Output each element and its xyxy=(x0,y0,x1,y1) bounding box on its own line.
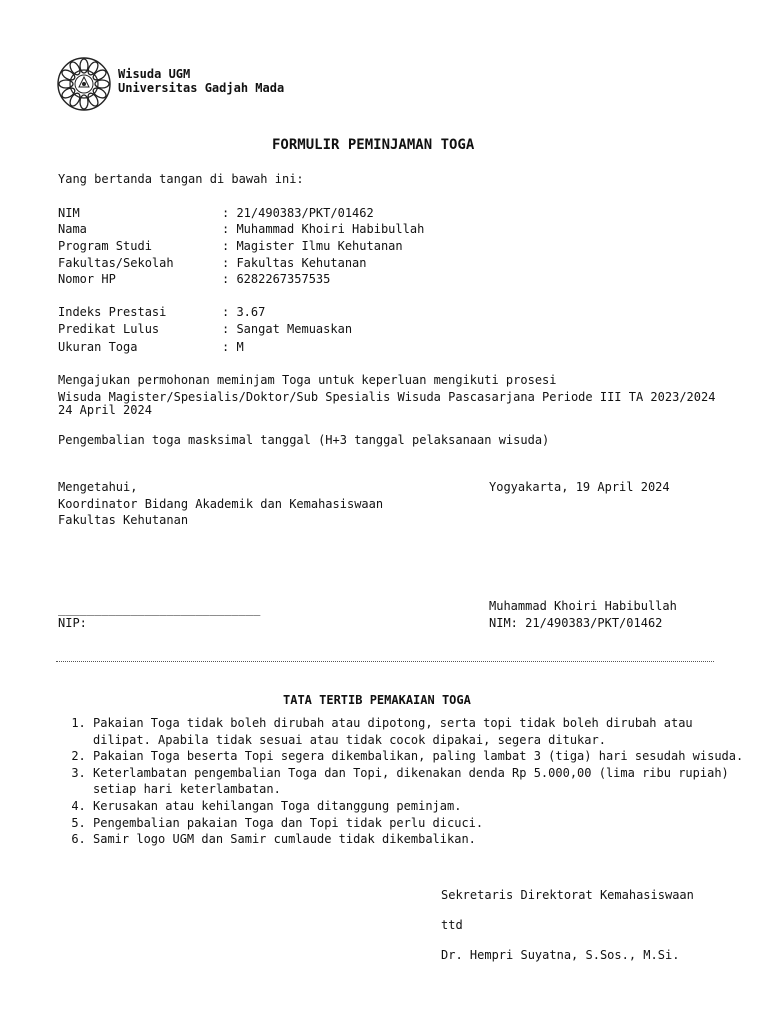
field-label: Fakultas/Sekolah xyxy=(58,256,174,270)
rules-title: TATA TERTIB PEMAKAIAN TOGA xyxy=(283,693,471,707)
field-label: Nama xyxy=(58,222,87,236)
field-label: Indeks Prestasi xyxy=(58,305,167,319)
field-value: : Sangat Memuaskan xyxy=(222,322,353,336)
ugm-seal-icon xyxy=(56,56,112,112)
request-line-2: Wisuda Magister/Spesialis/Doktor/Sub Spesialis Wisuda Pascasarjana Periode III TA 2023/2024 xyxy=(58,390,716,404)
list-item: 3. Keterlambatan pengembalian Toga dan Topi, dikenakan denda Rp 5.000,00 (lima ribu rupiah) setiap hari keterlambatan. xyxy=(93,765,753,798)
approval-role: Koordinator Bidang Akademik dan Kemahasiswaan xyxy=(58,497,384,511)
signature-line: ____________________________ xyxy=(58,602,261,616)
secretary-name: Dr. Hempri Suyatna, S.Sos., M.Si. xyxy=(441,948,680,962)
nip-label: NIP: xyxy=(58,616,87,630)
list-item: 6. Samir logo UGM dan Samir cumlaude tidak dikembalikan. xyxy=(93,831,753,848)
field-value: : 3.67 xyxy=(222,305,266,319)
list-item: 5. Pengembalian pakaian Toga dan Topi tidak perlu dicuci. xyxy=(93,815,753,832)
rules-list xyxy=(58,715,753,848)
field-label: Nomor HP xyxy=(58,272,116,286)
secretary-title: Sekretaris Direktorat Kemahasiswaan xyxy=(441,888,694,902)
header-title: Wisuda UGM xyxy=(118,67,191,81)
approval-faculty: Fakultas Kehutanan xyxy=(58,513,189,527)
field-label: Program Studi xyxy=(58,239,152,253)
field-value: : Fakultas Kehutanan xyxy=(222,256,367,270)
field-value: : Muhammad Khoiri Habibullah xyxy=(222,222,425,236)
field-value: : 21/490383/PKT/01462 xyxy=(222,206,374,220)
approval-known: Mengetahui, xyxy=(58,480,138,494)
return-note: Pengembalian toga masksimal tanggal (H+3 tanggal pelaksanaan wisuda) xyxy=(58,433,550,447)
field-label: Ukuran Toga xyxy=(58,340,138,354)
section-divider xyxy=(56,661,714,662)
header-university: Universitas Gadjah Mada xyxy=(118,81,285,95)
list-item: 4. Kerusakan atau kehilangan Toga ditanggung peminjam. xyxy=(93,798,753,815)
place-date: Yogyakarta, 19 April 2024 xyxy=(489,480,670,494)
request-line-3: 24 April 2024 xyxy=(58,403,152,417)
applicant-nim: NIM: 21/490383/PKT/01462 xyxy=(489,616,663,630)
list-item: 1. Pakaian Toga tidak boleh dirubah atau dipotong, serta topi tidak boleh dirubah atau dilipat. Apabila tidak sesuai atau tidak cocok dipakai, segera ditukar. xyxy=(93,715,753,748)
field-value: : M xyxy=(222,340,244,354)
applicant-name: Muhammad Khoiri Habibullah xyxy=(489,599,677,613)
list-item: 2. Pakaian Toga beserta Topi segera dikembalikan, paling lambat 3 (tiga) hari sesudah wisuda. xyxy=(93,748,753,765)
field-label: Predikat Lulus xyxy=(58,322,160,336)
field-label: NIM xyxy=(58,206,80,220)
secretary-sign: ttd xyxy=(441,918,463,932)
request-line-1: Mengajukan permohonan meminjam Toga untuk keperluan mengikuti prosesi xyxy=(58,373,557,387)
intro-text: Yang bertanda tangan di bawah ini: xyxy=(58,172,304,186)
form-title: FORMULIR PEMINJAMAN TOGA xyxy=(272,137,475,153)
field-value: : Magister Ilmu Kehutanan xyxy=(222,239,403,253)
field-value: : 6282267357535 xyxy=(222,272,331,286)
